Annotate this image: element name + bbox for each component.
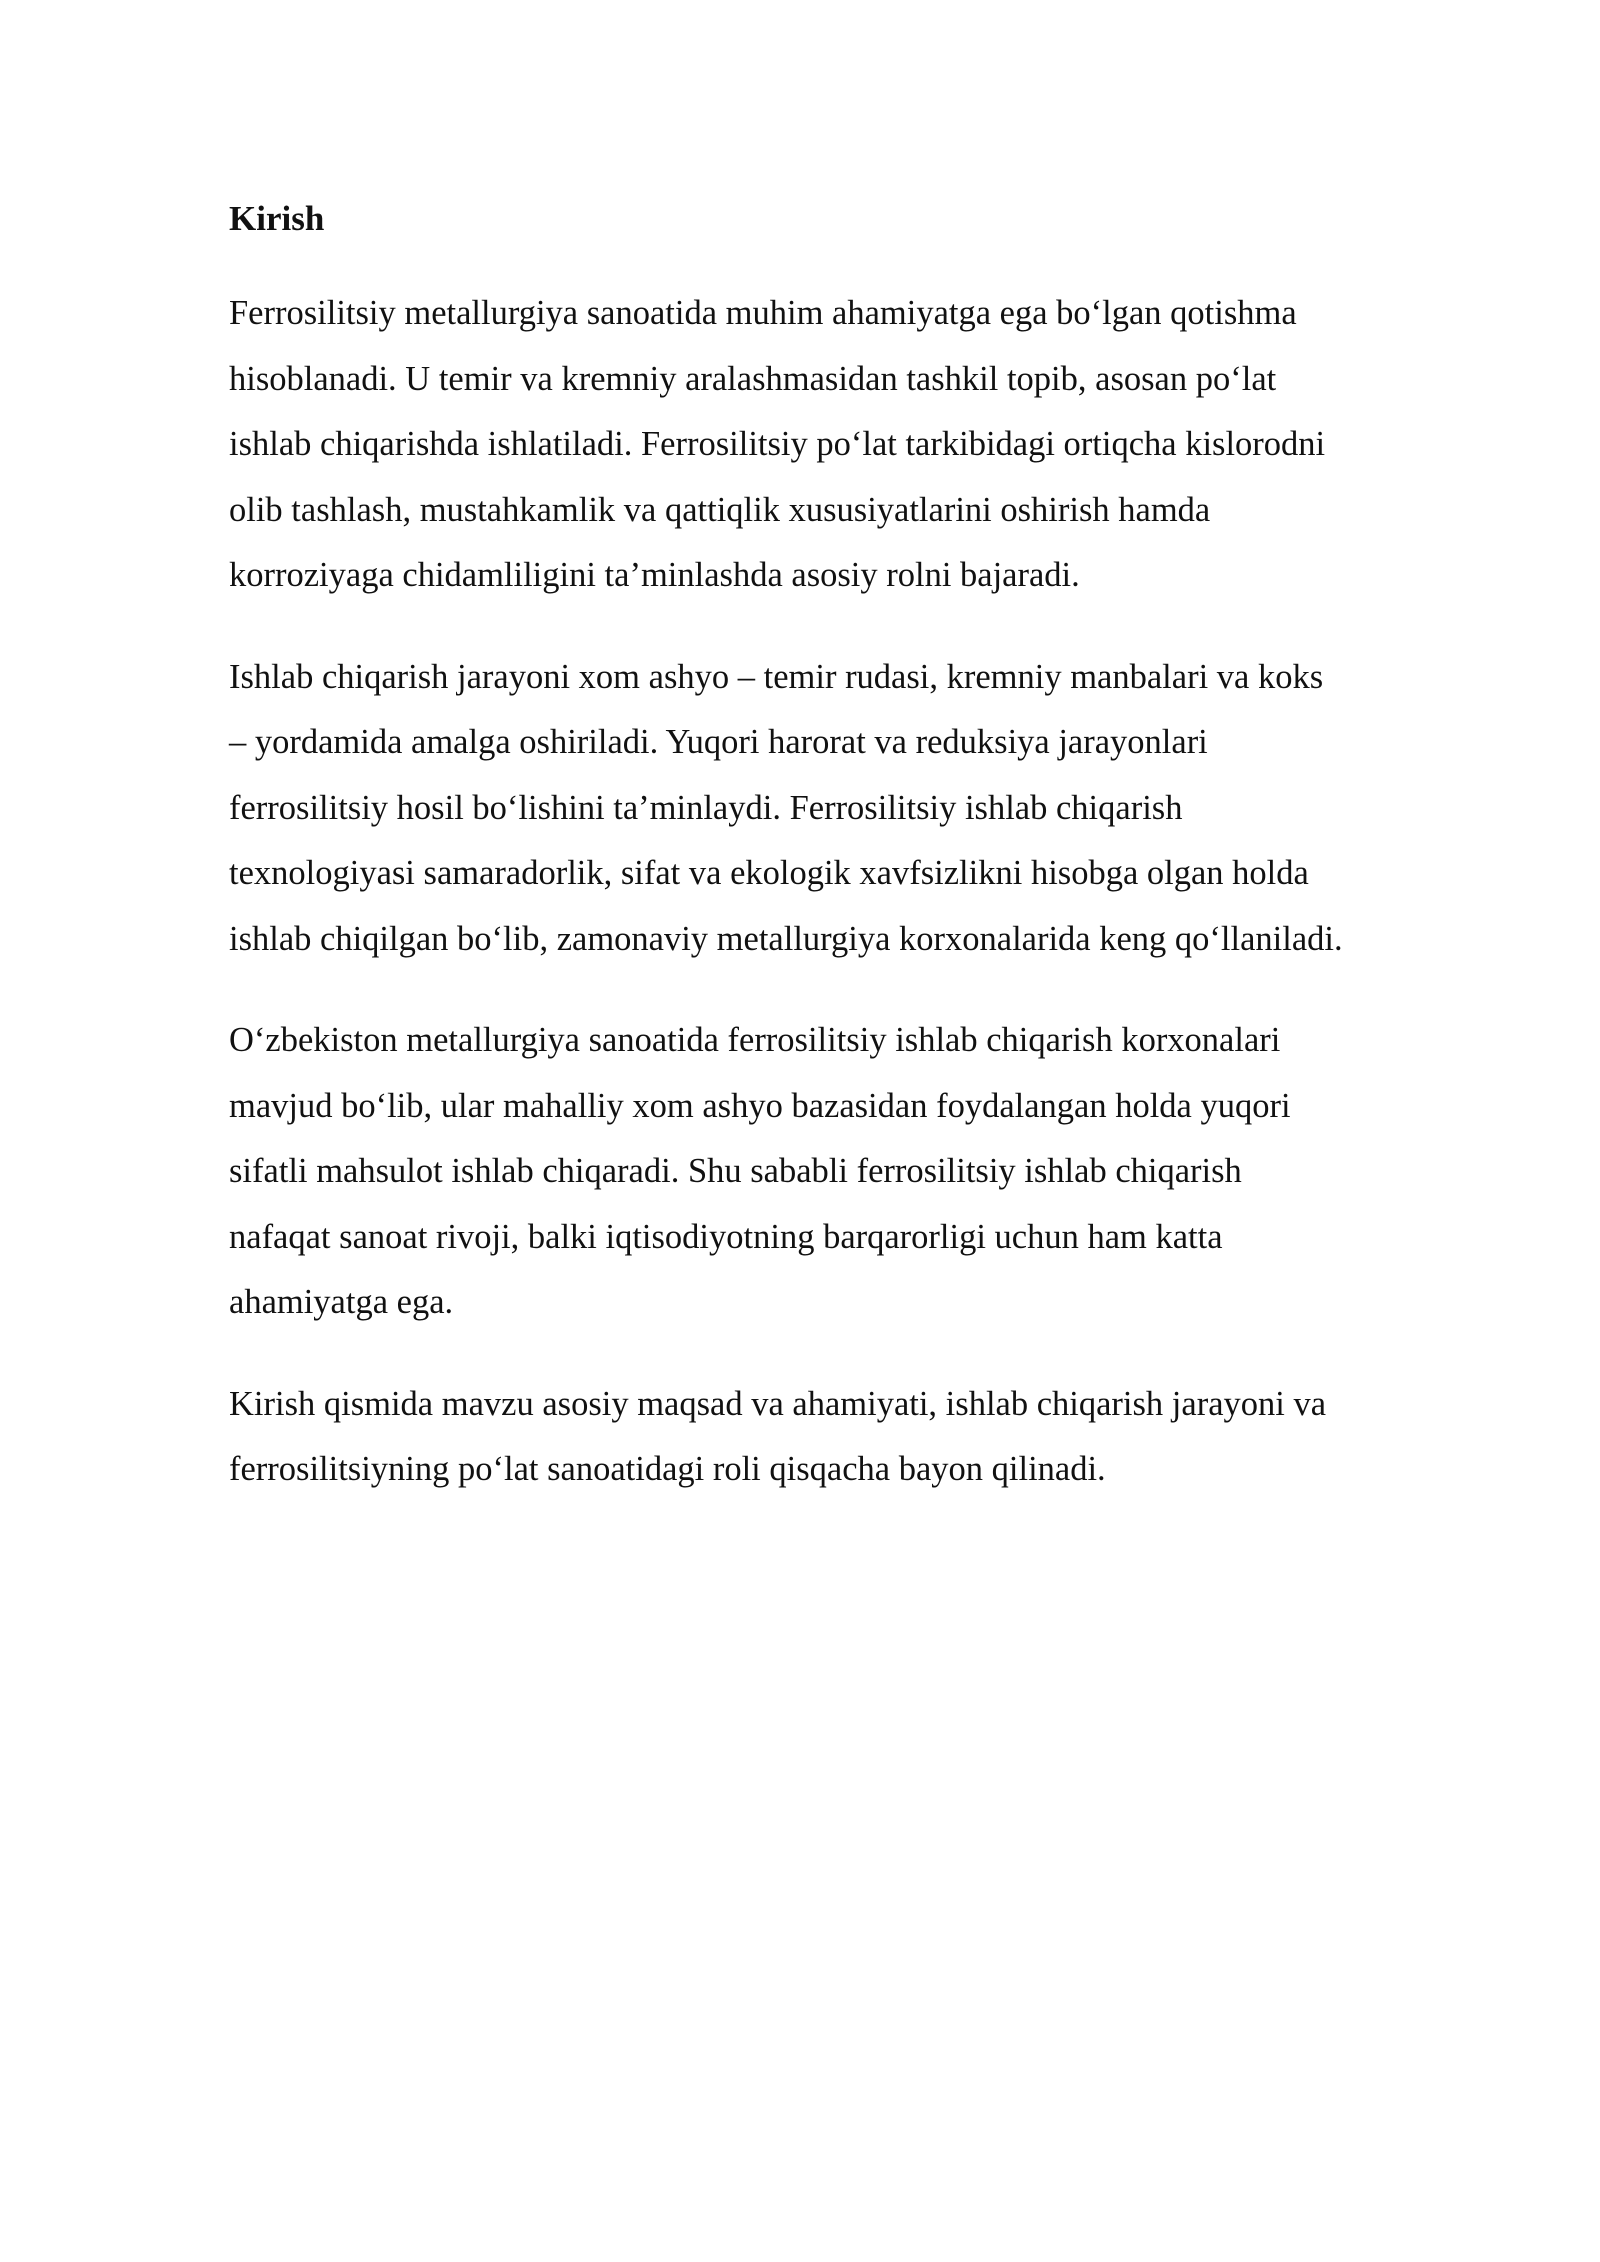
text-line: korroziyaga chidamliligini ta’minlashda asosiy rolni bajaradi. <box>229 556 1080 594</box>
text-line: olib tashlash, mustahkamlik va qattiqlik xususiyatlarini oshirish hamda <box>229 490 1211 529</box>
paragraph-2 <box>229 645 1459 973</box>
paragraph-1 <box>229 281 1459 609</box>
text-line: ferrosilitsiy hosil bo‘lishini ta’minlaydi. Ferrosilitsiy ishlab chiqarish <box>229 788 1183 827</box>
text-line: Kirish qismida mavzu asosiy maqsad va ahamiyati, ishlab chiqarish jarayoni va <box>229 1384 1327 1423</box>
text-line: mavjud bo‘lib, ular mahalliy xom ashyo bazasidan foydalangan holda yuqori <box>229 1086 1291 1125</box>
text-line: sifatli mahsulot ishlab chiqaradi. Shu sababli ferrosilitsiy ishlab chiqarish <box>229 1152 1242 1190</box>
text-line: Ishlab chiqarish jarayoni xom ashyo – temir rudasi, kremniy manbalari va koks <box>229 657 1324 696</box>
text-line: hisoblanadi. U temir va kremniy aralashmasidan tashkil topib, asosan po‘lat <box>229 359 1277 398</box>
text-line: – yordamida amalga oshiriladi. Yuqori harorat va reduksiya jarayonlari <box>229 723 1208 761</box>
text-line: O‘zbekiston metallurgiya sanoatida ferrosilitsiy ishlab chiqarish korxonalari <box>229 1021 1281 1059</box>
text-line: ahamiyatga ega. <box>229 1283 454 1321</box>
section-heading: Kirish <box>229 199 325 238</box>
text-line: nafaqat sanoat rivoji, balki iqtisodiyotning barqarorligi uchun ham katta <box>229 1217 1223 1256</box>
document-body <box>229 188 1459 1539</box>
text-line: ishlab chiqilgan bo‘lib, zamonaviy metallurgiya korxonalarida keng qo‘llaniladi. <box>229 919 1343 958</box>
text-line: Ferrosilitsiy metallurgiya sanoatida muhim ahamiyatga ega bo‘lgan qotishma <box>229 294 1297 332</box>
paragraph-4 <box>229 1372 1459 1503</box>
text-line: texnologiyasi samaradorlik, sifat va ekologik xavfsizlikni hisobga olgan holda <box>229 854 1309 892</box>
paragraph-3 <box>229 1008 1459 1336</box>
text-line: ishlab chiqarishda ishlatiladi. Ferrosilitsiy po‘lat tarkibidagi ortiqcha kislorodni <box>229 425 1326 463</box>
text-line: ferrosilitsiyning po‘lat sanoatidagi roli qisqacha bayon qilinadi. <box>229 1450 1106 1488</box>
